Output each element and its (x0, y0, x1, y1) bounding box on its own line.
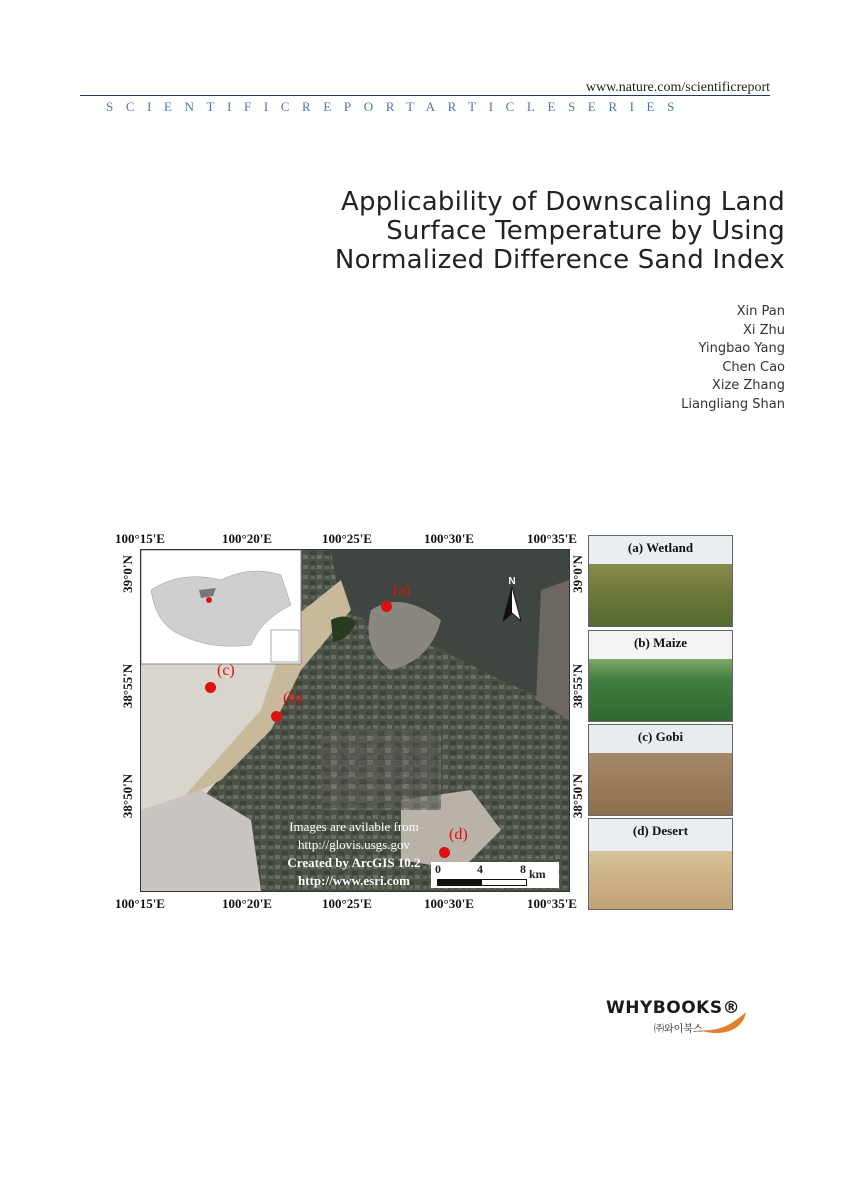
lat-tick-left: 38°50'N (120, 773, 135, 819)
lon-tick-bottom: 100°30'E (424, 896, 474, 911)
scale-label: 8 (520, 862, 526, 876)
lat-tick-right: 39°0'N (570, 555, 585, 593)
photo-caption: (a) Wetland (627, 540, 694, 555)
scale-bar (431, 862, 559, 888)
credit-line: Created by ArcGIS 10.2 (287, 855, 421, 870)
site-marker-a (381, 601, 392, 612)
site-marker-c (205, 682, 216, 693)
lat-tick-right: 38°50'N (570, 773, 585, 819)
photo-caption: (b) Maize (633, 635, 688, 650)
photo-caption: (d) Desert (632, 823, 689, 838)
lon-tick-bottom: 100°25'E (322, 896, 372, 911)
site-label-c: (c) (217, 662, 235, 679)
article-title (225, 188, 785, 275)
scale-label: 4 (477, 862, 483, 876)
map-credits (259, 818, 449, 890)
title-line-1: Applicability of Downscaling Land (341, 187, 785, 217)
publisher-brand: WHYBOOKS® (606, 998, 741, 1018)
title-line-2: Surface Temperature by Using (386, 216, 785, 246)
satellite-map (140, 549, 570, 892)
author-list (681, 303, 785, 415)
site-label-d: (d) (449, 826, 468, 843)
lon-tick-top: 100°30'E (424, 531, 474, 546)
header-url: www.nature.com/scientificreport (585, 80, 770, 95)
author-name: Yingbao Yang (698, 341, 785, 357)
author-name: Liangliang Shan (681, 396, 785, 412)
credit-line: http://www.esri.com (298, 873, 410, 888)
north-label: N (508, 576, 516, 587)
site-label-b: (b) (283, 690, 302, 707)
lon-tick-bottom: 100°20'E (222, 896, 272, 911)
publisher-sub: ㈜와이북스 (654, 1024, 703, 1035)
scale-label: 0 (435, 862, 441, 876)
scale-unit: km (529, 867, 546, 881)
lat-tick-left: 39°0'N (120, 555, 135, 593)
photo-maize (588, 630, 733, 722)
lat-tick-left: 38°55'N (120, 663, 135, 709)
series-name: SCIENTIFICREPORTARTICLESERIES (106, 99, 687, 114)
site-label-a: (a) (393, 582, 411, 599)
photo-desert (588, 818, 733, 910)
lat-tick-right: 38°55'N (570, 663, 585, 709)
publisher-logo (606, 998, 746, 1038)
photo-caption: (c) Gobi (637, 729, 684, 744)
swoosh-icon (698, 1012, 748, 1034)
author-name: Xin Pan (736, 304, 785, 319)
lon-tick-top: 100°25'E (322, 531, 372, 546)
lon-tick-top: 100°15'E (115, 531, 165, 546)
lon-tick-top: 100°20'E (222, 531, 272, 546)
credit-line: http://glovis.usgs.gov (298, 837, 410, 852)
north-arrow (501, 576, 523, 622)
photo-wetland (588, 535, 733, 627)
author-name: Xi Zhu (742, 322, 785, 338)
lon-tick-bottom: 100°35'E (527, 896, 577, 911)
lon-tick-bottom: 100°15'E (115, 896, 165, 911)
author-name: Xize Zhang (711, 378, 785, 394)
author-name: Chen Cao (722, 359, 785, 375)
photo-gobi (588, 724, 733, 816)
credit-line: Images are avilable from (289, 819, 419, 834)
lon-tick-top: 100°35'E (527, 531, 577, 546)
scale-bar-graphic (437, 879, 527, 886)
site-marker-b (271, 711, 282, 722)
header-rule (80, 95, 770, 96)
title-line-3: Normalized Difference Sand Index (334, 245, 785, 275)
north-arrow-icon (501, 587, 523, 621)
